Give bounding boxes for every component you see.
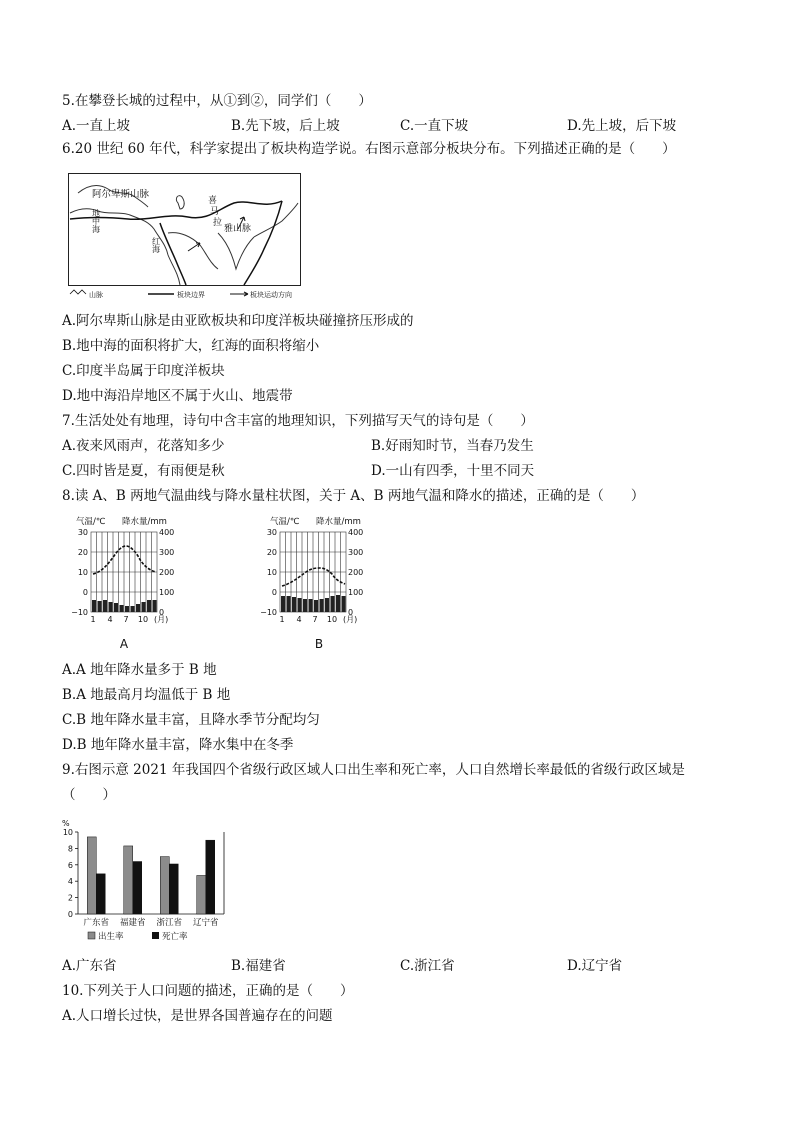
climate-b-label: B: [314, 637, 324, 651]
climate-b-x-tick-4: 4: [296, 615, 302, 624]
climate-b-right-tick-300: 300: [348, 548, 364, 557]
climate-a-temp-curve: [93, 546, 156, 574]
legend-mountain-label: 山脉: [89, 291, 103, 299]
legend-death-label: 死亡率: [162, 932, 188, 942]
climate-b-x-tick-7: 7: [312, 615, 318, 624]
legend-birth-swatch: [88, 932, 95, 939]
q5-option-a: A.一直上坡: [62, 118, 131, 134]
y-tick-label: 2: [67, 893, 73, 903]
q7-option-d: D.一山有四季，十里不同天: [371, 463, 535, 479]
legend-death-swatch: [152, 932, 159, 939]
y-tick-label: 8: [67, 844, 73, 854]
q10-option-a: A.人口增长过快，是世界各国普遍存在的问题: [62, 1008, 333, 1024]
y-tick-label: 4: [67, 877, 73, 887]
q5-option-b: B.先下坡，后上坡: [231, 118, 340, 134]
y-tick-label: 10: [62, 828, 73, 837]
climate-b-x-unit: (月): [343, 615, 358, 624]
climate-a-left-tick-20: 20: [77, 548, 88, 557]
birth-rate-bar: [160, 857, 169, 914]
climate-a-right-tick-300: 300: [159, 548, 175, 557]
q7-option-a: A.夜来风雨声，花落知多少: [62, 438, 225, 454]
q9-option-c: C.浙江省: [400, 958, 455, 974]
q5-stem: 5.在攀登长城的过程中，从①到②，同学们（ ）: [62, 93, 372, 109]
legend-mountain-icon: [70, 290, 86, 294]
climate-a-left-title: 气温/℃: [76, 517, 106, 527]
plate-map: [68, 173, 302, 300]
q6-option-b: B.地中海的面积将扩大，红海的面积将缩小: [62, 338, 320, 354]
climate-a-right-tick-400: 400: [159, 528, 175, 537]
climate-b-right-title: 降水量/mm: [316, 517, 361, 527]
climate-a-x-tick-1: 1: [90, 615, 96, 624]
climate-b-left-tick-20: 20: [266, 548, 277, 557]
q8-option-c: C.B 地年降水量丰富，且降水季节分配均匀: [62, 712, 320, 728]
climate-chart-b: [256, 512, 386, 654]
climate-a-label: A: [119, 637, 129, 651]
climate-b-left-title: 气温/℃: [270, 517, 300, 527]
q9-stem-line2: （ ）: [62, 787, 116, 803]
q7-option-b: B.好雨知时节，当春乃发生: [371, 438, 534, 454]
y-tick-label: 6: [67, 860, 73, 870]
climate-b-left-tick-m10: −10: [260, 608, 277, 617]
birth-death-rate-chart: [56, 818, 231, 946]
climate-b-right-tick-100: 100: [348, 588, 364, 597]
climate-b-right-tick-0: 0: [348, 608, 354, 617]
climate-b-left-tick-0: 0: [271, 588, 277, 597]
climate-b-left-tick-30: 30: [266, 528, 277, 537]
climate-a-right-tick-100: 100: [159, 588, 175, 597]
q6-stem: 6.20 世纪 60 年代，科学家提出了板块构造学说。右图示意部分板块分布。下列描述正确的是（ ）: [62, 141, 676, 157]
climate-b-x-tick-10: 10: [326, 615, 338, 624]
q5-option-c: C.一直下坡: [400, 118, 469, 134]
q9-stem-line1: 9.右图示意 2021 年我国四个省级行政区域人口出生率和死亡率，人口自然增长率最低的省级行政区域是: [62, 762, 685, 778]
climate-chart-a: [62, 512, 192, 654]
map-label-himalaya-1: 喜: [208, 196, 218, 206]
y-tick-label: 0: [67, 910, 73, 919]
death-rate-bar: [96, 874, 105, 914]
death-rate-bar: [133, 862, 142, 914]
q6-option-a: A.阿尔卑斯山脉是由亚欧板块和印度洋板块碰撞挤压形成的: [62, 313, 414, 329]
climate-b-x-tick-1: 1: [279, 615, 285, 624]
q5-option-d: D.先上坡，后下坡: [567, 118, 677, 134]
climate-a-right-title: 降水量/mm: [122, 517, 167, 527]
x-tick-label: 辽宁省: [192, 918, 219, 928]
climate-b-left-tick-10: 10: [266, 568, 277, 577]
x-tick-label: 浙江省: [156, 918, 183, 928]
climate-a-left-tick-10: 10: [77, 568, 88, 577]
map-label-himalaya-2: 马: [210, 207, 220, 217]
x-tick-label: 福建省: [119, 918, 146, 928]
climate-a-x-tick-7: 7: [123, 615, 129, 624]
chart-y-unit: %: [62, 819, 70, 828]
death-rate-bar: [206, 840, 215, 914]
q7-option-c: C.四时皆是夏，有雨便是秋: [62, 463, 225, 479]
q8-option-b: B.A 地最高月均温低于 B 地: [62, 687, 231, 703]
climate-a-right-tick-0: 0: [159, 608, 165, 617]
x-tick-label: 广东省: [83, 918, 110, 928]
death-rate-bar: [169, 864, 178, 914]
map-label-himalaya-4: 雅山脉: [224, 224, 252, 234]
climate-a-left-tick-m10: −10: [71, 608, 88, 617]
birth-rate-bar: [87, 837, 96, 914]
legend-birth-label: 出生率: [98, 932, 124, 942]
climate-a-x-tick-10: 10: [137, 615, 149, 624]
climate-a-right-tick-200: 200: [159, 568, 175, 577]
climate-b-right-tick-200: 200: [348, 568, 364, 577]
q6-option-d: D.地中海沿岸地区不属于火山、地震带: [62, 388, 293, 404]
climate-a-x-tick-4: 4: [107, 615, 113, 624]
birth-rate-bar: [124, 846, 133, 914]
climate-a-x-unit: (月): [154, 615, 169, 624]
map-label-himalaya-3: 拉: [213, 218, 223, 228]
map-label-med: 地中海: [91, 209, 101, 233]
climate-b-temp-curve: [282, 568, 345, 586]
climate-a-left-tick-0: 0: [82, 588, 88, 597]
legend-motion-label: 板块运动方向: [250, 291, 292, 299]
q7-stem: 7.生活处处有地理，诗句中含丰富的地理知识，下列描写天气的诗句是（ ）: [62, 413, 534, 429]
birth-rate-bar: [197, 875, 206, 914]
legend-boundary-label: 板块边界: [177, 291, 205, 299]
q9-option-d: D.辽宁省: [567, 958, 623, 974]
q10-stem: 10.下列关于人口问题的描述，正确的是（ ）: [62, 983, 354, 999]
q8-option-a: A.A 地年降水量多于 B 地: [62, 662, 217, 678]
q8-option-d: D.B 地年降水量丰富，降水集中在冬季: [62, 737, 294, 753]
q9-option-b: B.福建省: [231, 958, 286, 974]
q8-stem: 8.读 A、B 两地气温曲线与降水量柱状图，关于 A、B 两地气温和降水的描述，正确的是（ ）: [62, 488, 645, 504]
q6-option-c: C.印度半岛属于印度洋板块: [62, 363, 225, 379]
climate-a-left-tick-30: 30: [77, 528, 88, 537]
map-label-red: 红海: [151, 237, 161, 253]
map-label-alps: 阿尔卑斯山脉: [92, 189, 150, 200]
q9-option-a: A.广东省: [62, 958, 117, 974]
climate-b-right-tick-400: 400: [348, 528, 364, 537]
